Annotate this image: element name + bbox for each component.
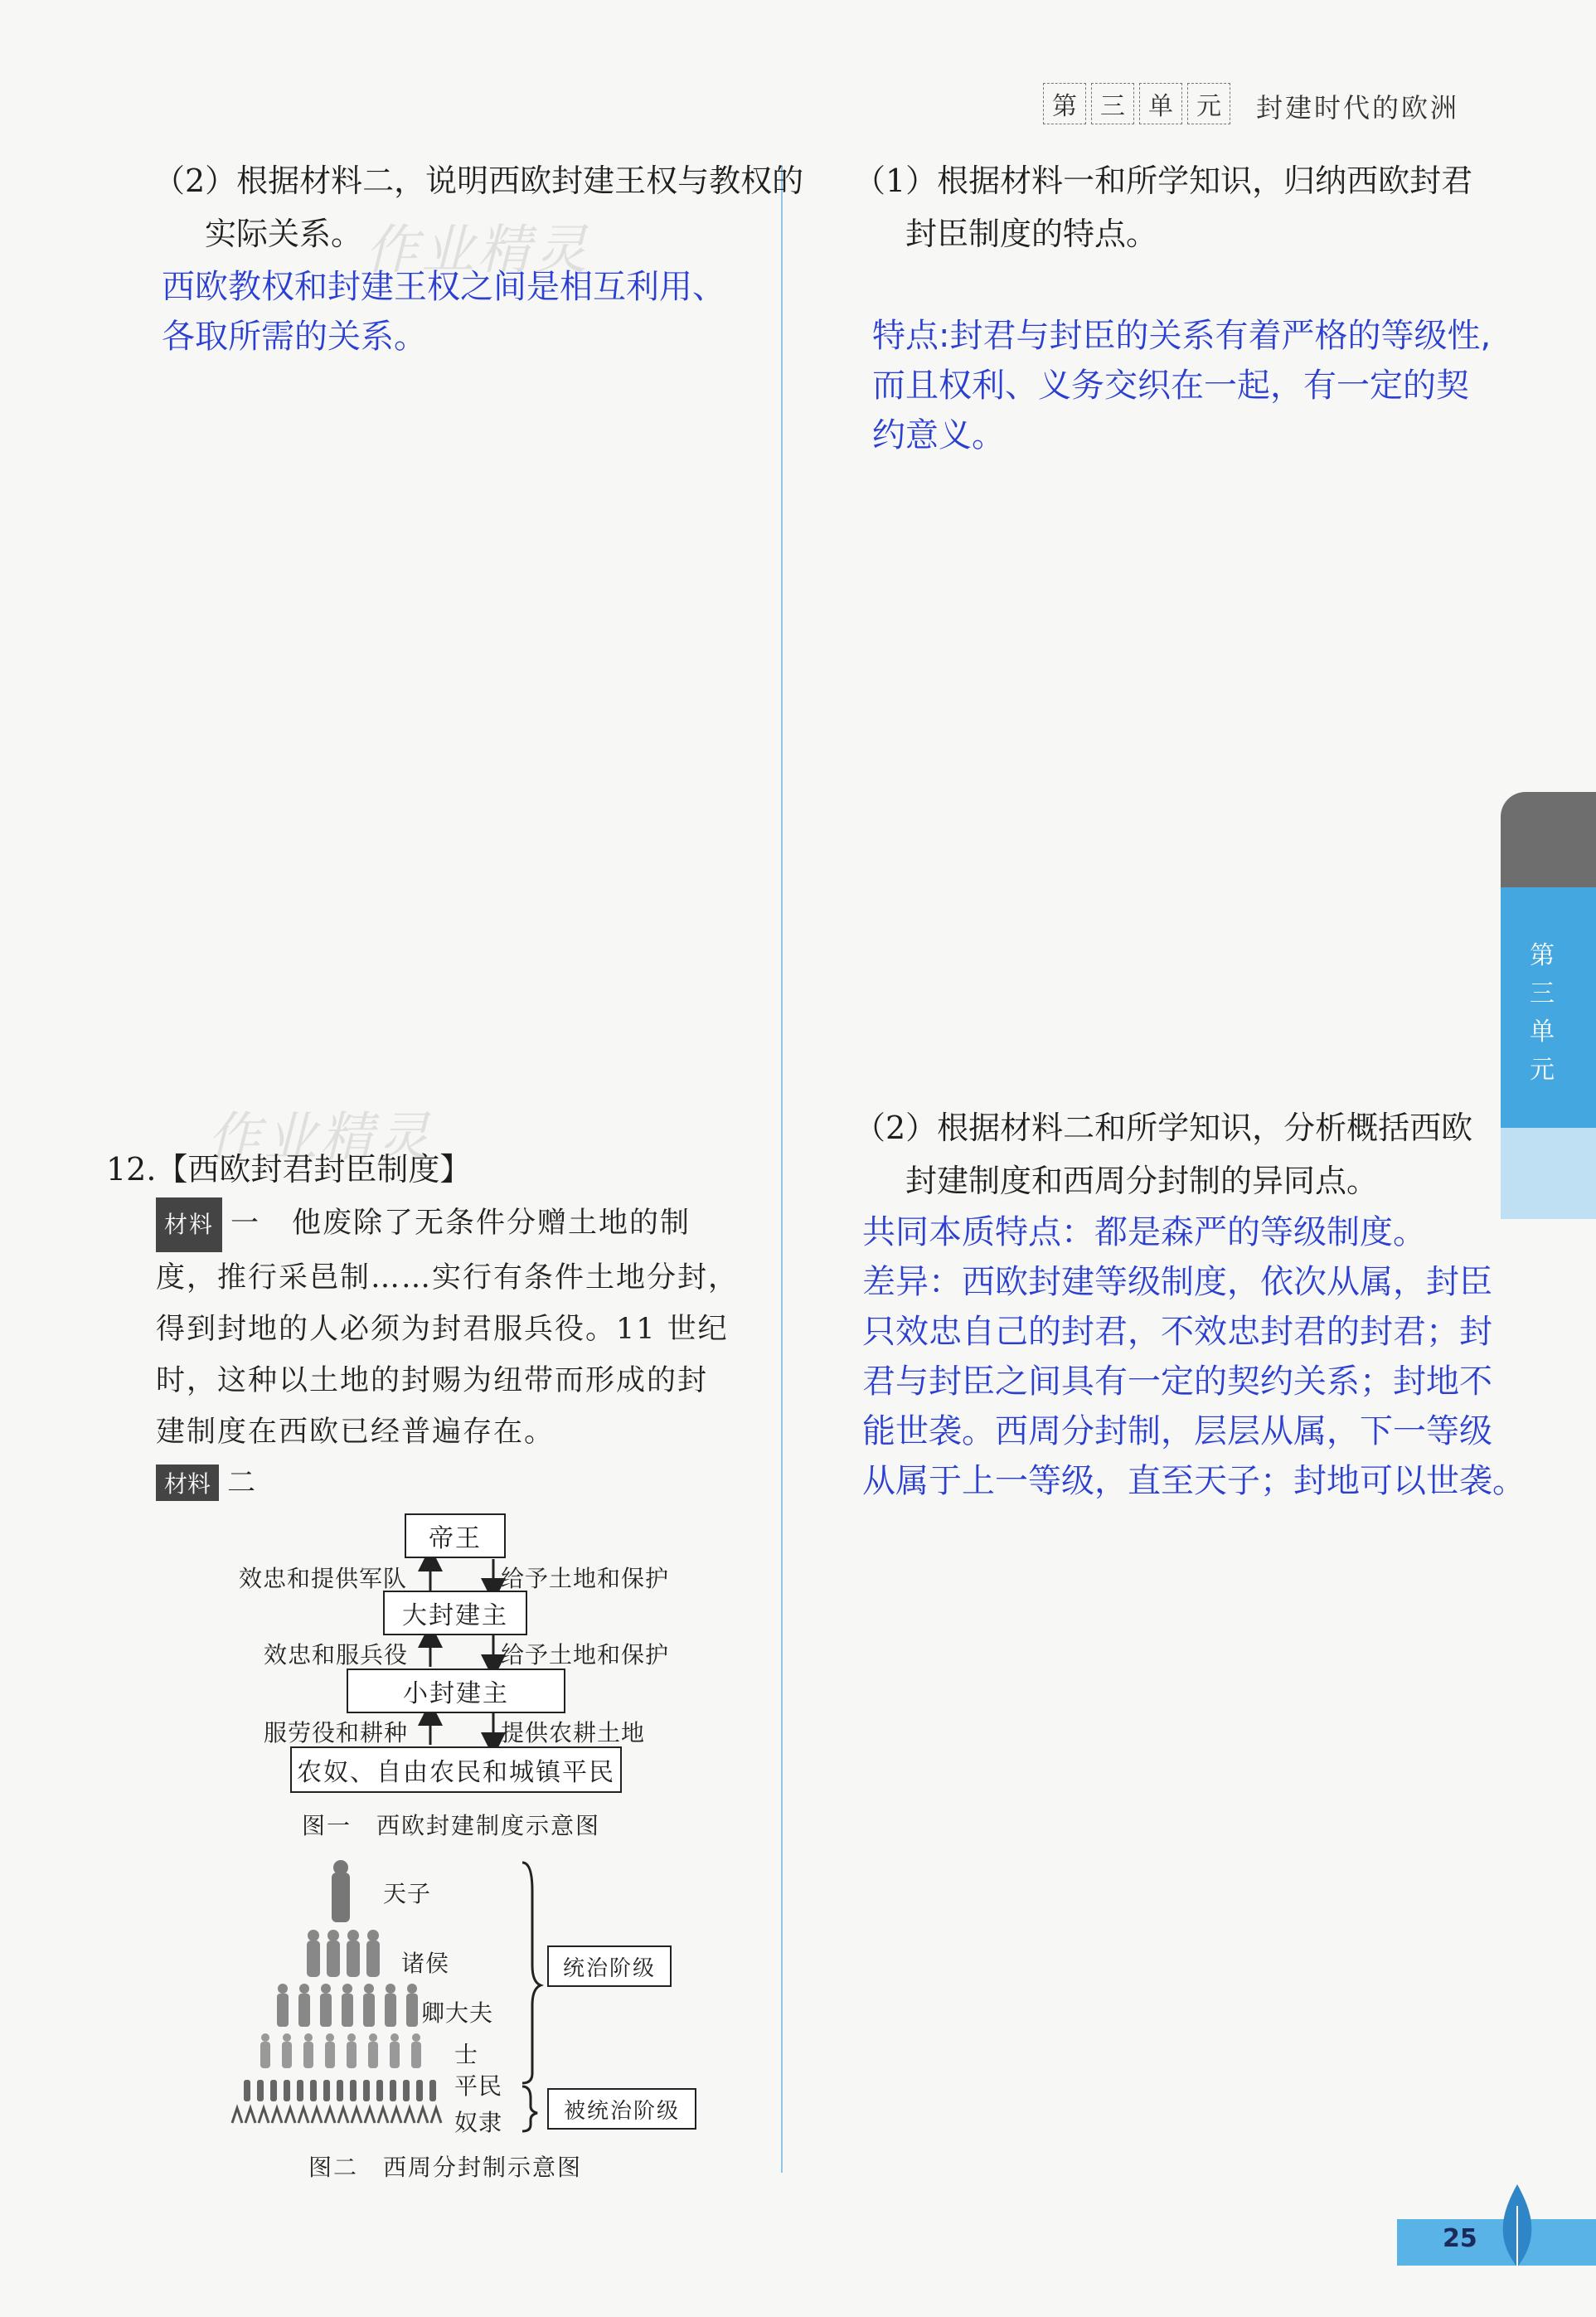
question-line: （2）根据材料二，说明西欧封建王权与教权的: [153, 163, 804, 199]
figure-caption: 图二 西周分封制示意图: [308, 2154, 583, 2181]
rank-label: 平民: [454, 2072, 503, 2100]
material-number: 一: [230, 1207, 261, 1240]
duty-label: 效忠和服兵役: [264, 1641, 409, 1669]
question-line: （2）根据材料二和所学知识，分析概括西欧: [854, 1110, 1473, 1146]
material-line: 建制度在西欧已经普遍存在。: [156, 1416, 555, 1449]
side-tab-char: 单: [1530, 1018, 1555, 1047]
material-number: 二: [227, 1466, 256, 1499]
duty-label: 服劳役和耕种: [264, 1719, 409, 1746]
answer-right-2: [862, 1207, 1526, 1506]
grant-label: 给予土地和保护: [501, 1565, 670, 1592]
unit-char: 元: [1187, 83, 1230, 124]
material-line: 他废除了无条件分赠土地的制: [292, 1207, 691, 1240]
side-tab-char: 元: [1530, 1056, 1555, 1085]
grant-label: 给予土地和保护: [501, 1641, 670, 1669]
figures-qingdafu: [277, 1984, 418, 2027]
question-right-2: [854, 1101, 1472, 1207]
unit-char: 第: [1043, 83, 1086, 124]
answer-line: 从属于上一等级，直至天子；封地可以世袭。: [862, 1462, 1526, 1500]
figure-caption: 图一 西欧封建制度示意图: [302, 1812, 601, 1839]
rank-label: 诸侯: [401, 1950, 450, 1977]
figures-pingmin: [244, 2080, 436, 2101]
page-number: 25: [1443, 2224, 1477, 2253]
watermark: 作业精灵: [365, 220, 590, 281]
rank-label: 士: [454, 2041, 479, 2068]
question-line: 封臣制度的特点。: [905, 216, 1158, 252]
figures-shi: [260, 2033, 421, 2068]
question-line: （1）根据材料一和所学知识，归纳西欧封君: [854, 163, 1473, 199]
rank-label: 奴隶: [454, 2109, 503, 2136]
level-box: 帝王: [405, 1513, 506, 1558]
answer-line: 能世袭。西周分封制，层层从属，下一等级: [862, 1412, 1492, 1450]
material-label: 材料: [156, 1465, 219, 1501]
answer-line: 约意义。: [872, 416, 1005, 454]
material-line: 时，这种以土地的封赐为纽带而形成的封: [156, 1364, 709, 1397]
leaf-icon: [1492, 2181, 1542, 2272]
brace-ruling: [522, 1863, 541, 2083]
duty-label: 效忠和提供军队: [239, 1565, 408, 1592]
group-ruling: 统治阶级: [547, 1945, 672, 1987]
answer-line: 而且权利、义务交织在一起，有一定的契: [872, 367, 1469, 405]
watermark: 作业精灵: [207, 1107, 433, 1168]
figures-tianzi: [332, 1860, 350, 1922]
material-line: 得到封地的人必须为封君服兵役。11 世纪: [156, 1313, 729, 1346]
group-ruled: 被统治阶级: [547, 2088, 696, 2130]
question-12-title: 12.【西欧封君封臣制度】: [106, 1151, 472, 1188]
material-line: 度，推行采邑制……实行有条件土地分封，: [156, 1261, 740, 1295]
question-line: 封建制度和西周分封制的异同点。: [905, 1163, 1379, 1199]
brace-ruled: [522, 2086, 537, 2131]
rank-label: 卿大夫: [421, 1999, 494, 2027]
level-box: 农奴、自由农民和城镇平民: [290, 1746, 622, 1793]
answer-line: 各取所需的关系。: [162, 318, 427, 356]
rank-label: 天子: [383, 1880, 432, 1907]
answer-line: 共同本质特点：都是森严的等级制度。: [862, 1213, 1426, 1251]
unit-char: 单: [1139, 83, 1182, 124]
header-title: 封建时代的欧洲: [1256, 92, 1460, 124]
figures-nuli: [232, 2108, 441, 2123]
figures-zhuhou: [307, 1930, 380, 1977]
grant-label: 提供农耕土地: [501, 1719, 646, 1746]
side-tab-char: 三: [1530, 979, 1555, 1008]
side-tab-char: 第: [1530, 941, 1555, 970]
question-line: 实际关系。: [205, 216, 363, 252]
level-box: 小封建主: [347, 1669, 565, 1713]
answer-line: 西欧教权和封建王权之间是相互利用、: [162, 268, 725, 306]
material-label: 材料: [156, 1197, 222, 1252]
answer-line: 特点:封君与封臣的关系有着严格的等级性,: [872, 317, 1492, 355]
answer-line: 只效忠自己的封君，不效忠封君的封君；封: [862, 1313, 1492, 1351]
level-box: 大封建主: [383, 1591, 527, 1635]
answer-line: 君与封臣之间具有一定的契约关系；封地不: [862, 1363, 1492, 1401]
answer-line: 差异：西欧封建等级制度，依次从属，封臣: [862, 1263, 1492, 1301]
unit-char: 三: [1091, 83, 1134, 124]
